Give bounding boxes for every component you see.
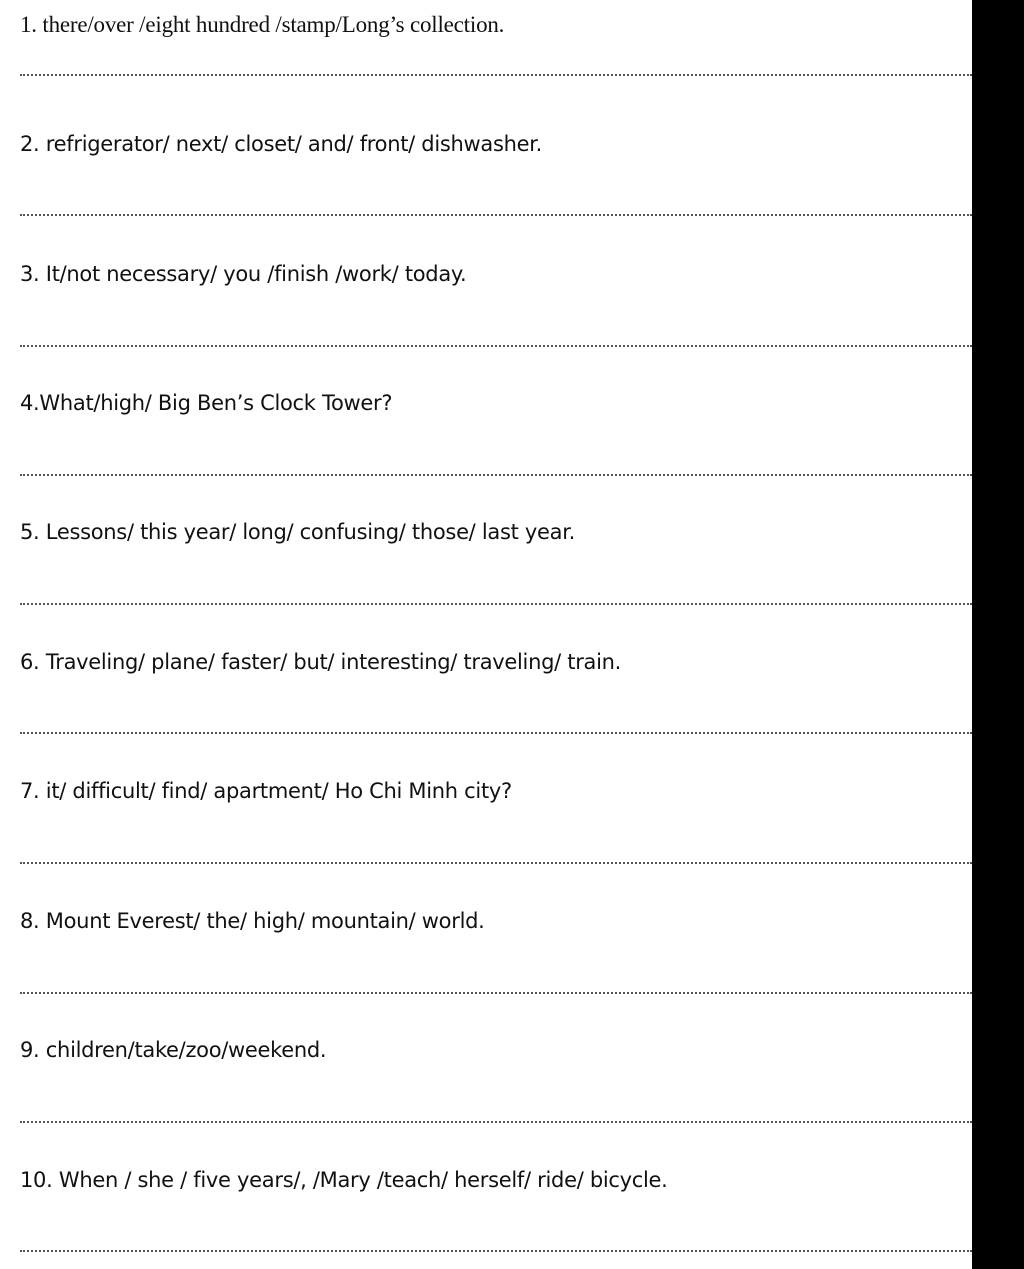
answer-line[interactable] — [20, 603, 972, 605]
exercise-prompt: 1. there/over /eight hundred /stamp/Long’s collection. — [20, 12, 505, 37]
answer-line[interactable] — [20, 862, 972, 864]
answer-line[interactable] — [20, 74, 972, 76]
answer-line[interactable] — [20, 474, 972, 476]
exercise-prompt: 2. refrigerator/ next/ closet/ and/ front/ dishwasher. — [20, 132, 543, 156]
exercise-prompt: 8. Mount Everest/ the/ high/ mountain/ world. — [20, 909, 485, 933]
exercise-prompt: 4.What/high/ Big Ben’s Clock Tower? — [20, 391, 393, 415]
exercise-prompt: 7. it/ difficult/ find/ apartment/ Ho Chi Minh city? — [20, 779, 512, 803]
answer-line[interactable] — [20, 992, 972, 994]
right-border-bar — [972, 0, 1024, 1269]
answer-line[interactable] — [20, 1121, 972, 1123]
exercise-prompt: 9. children/take/zoo/weekend. — [20, 1038, 327, 1062]
answer-line[interactable] — [20, 732, 972, 734]
exercise-prompt: 5. Lessons/ this year/ long/ confusing/ those/ last year. — [20, 520, 575, 544]
answer-line[interactable] — [20, 214, 972, 216]
exercise-prompt: 10. When / she / five years/, /Mary /teach/ herself/ ride/ bicycle. — [20, 1168, 668, 1192]
answer-line[interactable] — [20, 1250, 972, 1252]
exercise-prompt: 3. It/not necessary/ you /finish /work/ today. — [20, 262, 467, 286]
answer-line[interactable] — [20, 345, 972, 347]
exercise-prompt: 6. Traveling/ plane/ faster/ but/ interesting/ traveling/ train. — [20, 650, 622, 674]
